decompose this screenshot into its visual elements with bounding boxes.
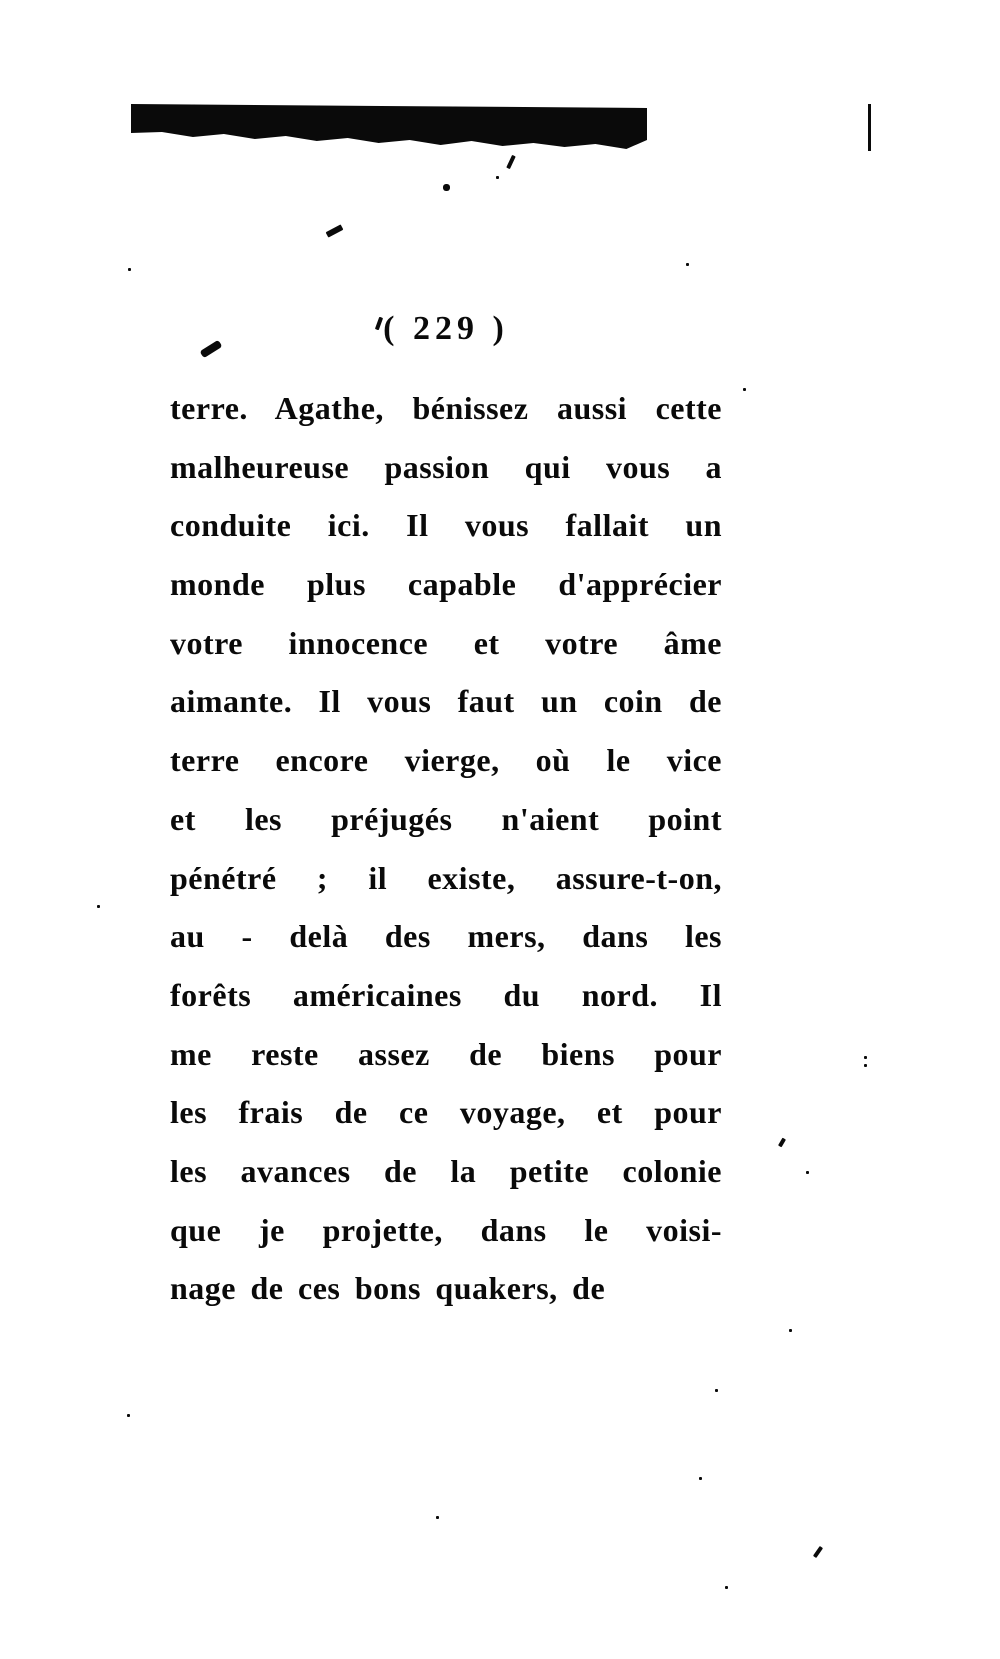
page-number: ( 229 ) (383, 310, 509, 347)
scan-speckle (443, 184, 450, 191)
scan-speckle (725, 1586, 728, 1589)
scan-speckle (127, 1414, 130, 1417)
scan-speckle (743, 388, 746, 391)
scan-speckle (326, 224, 344, 237)
scan-speckle (806, 1171, 809, 1174)
scan-artifact-vertical-line (868, 104, 871, 151)
body-line: me reste assez de biens pour (170, 1035, 722, 1072)
scan-speckle (436, 1516, 439, 1519)
body-line: aimante. Il vous faut un coin de (170, 683, 722, 720)
scan-speckle (686, 263, 689, 266)
body-line: que je projette, dans le voisi- (170, 1211, 722, 1248)
scan-speckle (97, 905, 100, 908)
body-line: terre encore vierge, où le vice (170, 742, 722, 779)
body-line: monde plus capable d'apprécier (170, 566, 722, 603)
body-text (170, 379, 722, 1318)
scan-speckle (699, 1477, 702, 1480)
body-line: les frais de ce voyage, et pour (170, 1094, 722, 1131)
body-line: les avances de la petite colonie (170, 1152, 722, 1189)
scan-speckle (496, 176, 499, 179)
body-line: votre innocence et votre âme (170, 624, 722, 661)
body-line: malheureuse passion qui vous a (170, 448, 722, 485)
body-line: nage de ces bons quakers, de (170, 1270, 606, 1307)
scan-speckle (128, 268, 131, 271)
scan-speckle (789, 1329, 792, 1332)
body-line: pénétré ; il existe, assure-t-on, (170, 859, 722, 896)
scan-artifact-bar (131, 101, 647, 151)
body-line: terre. Agathe, bénissez aussi cette (170, 390, 722, 426)
body-line: et les préjugés n'aient point (170, 800, 722, 837)
scan-speckle (778, 1138, 786, 1148)
scan-speckle (813, 1546, 823, 1558)
scan-speckle (506, 155, 516, 169)
body-line: au - delà des mers, dans les (170, 918, 722, 955)
scan-speckle (864, 1064, 867, 1067)
body-line: forêts américaines du nord. Il (170, 976, 722, 1013)
body-line: conduite ici. Il vous fallait un (170, 507, 722, 544)
scan-speckle (864, 1056, 867, 1059)
scan-speckle (715, 1389, 718, 1392)
